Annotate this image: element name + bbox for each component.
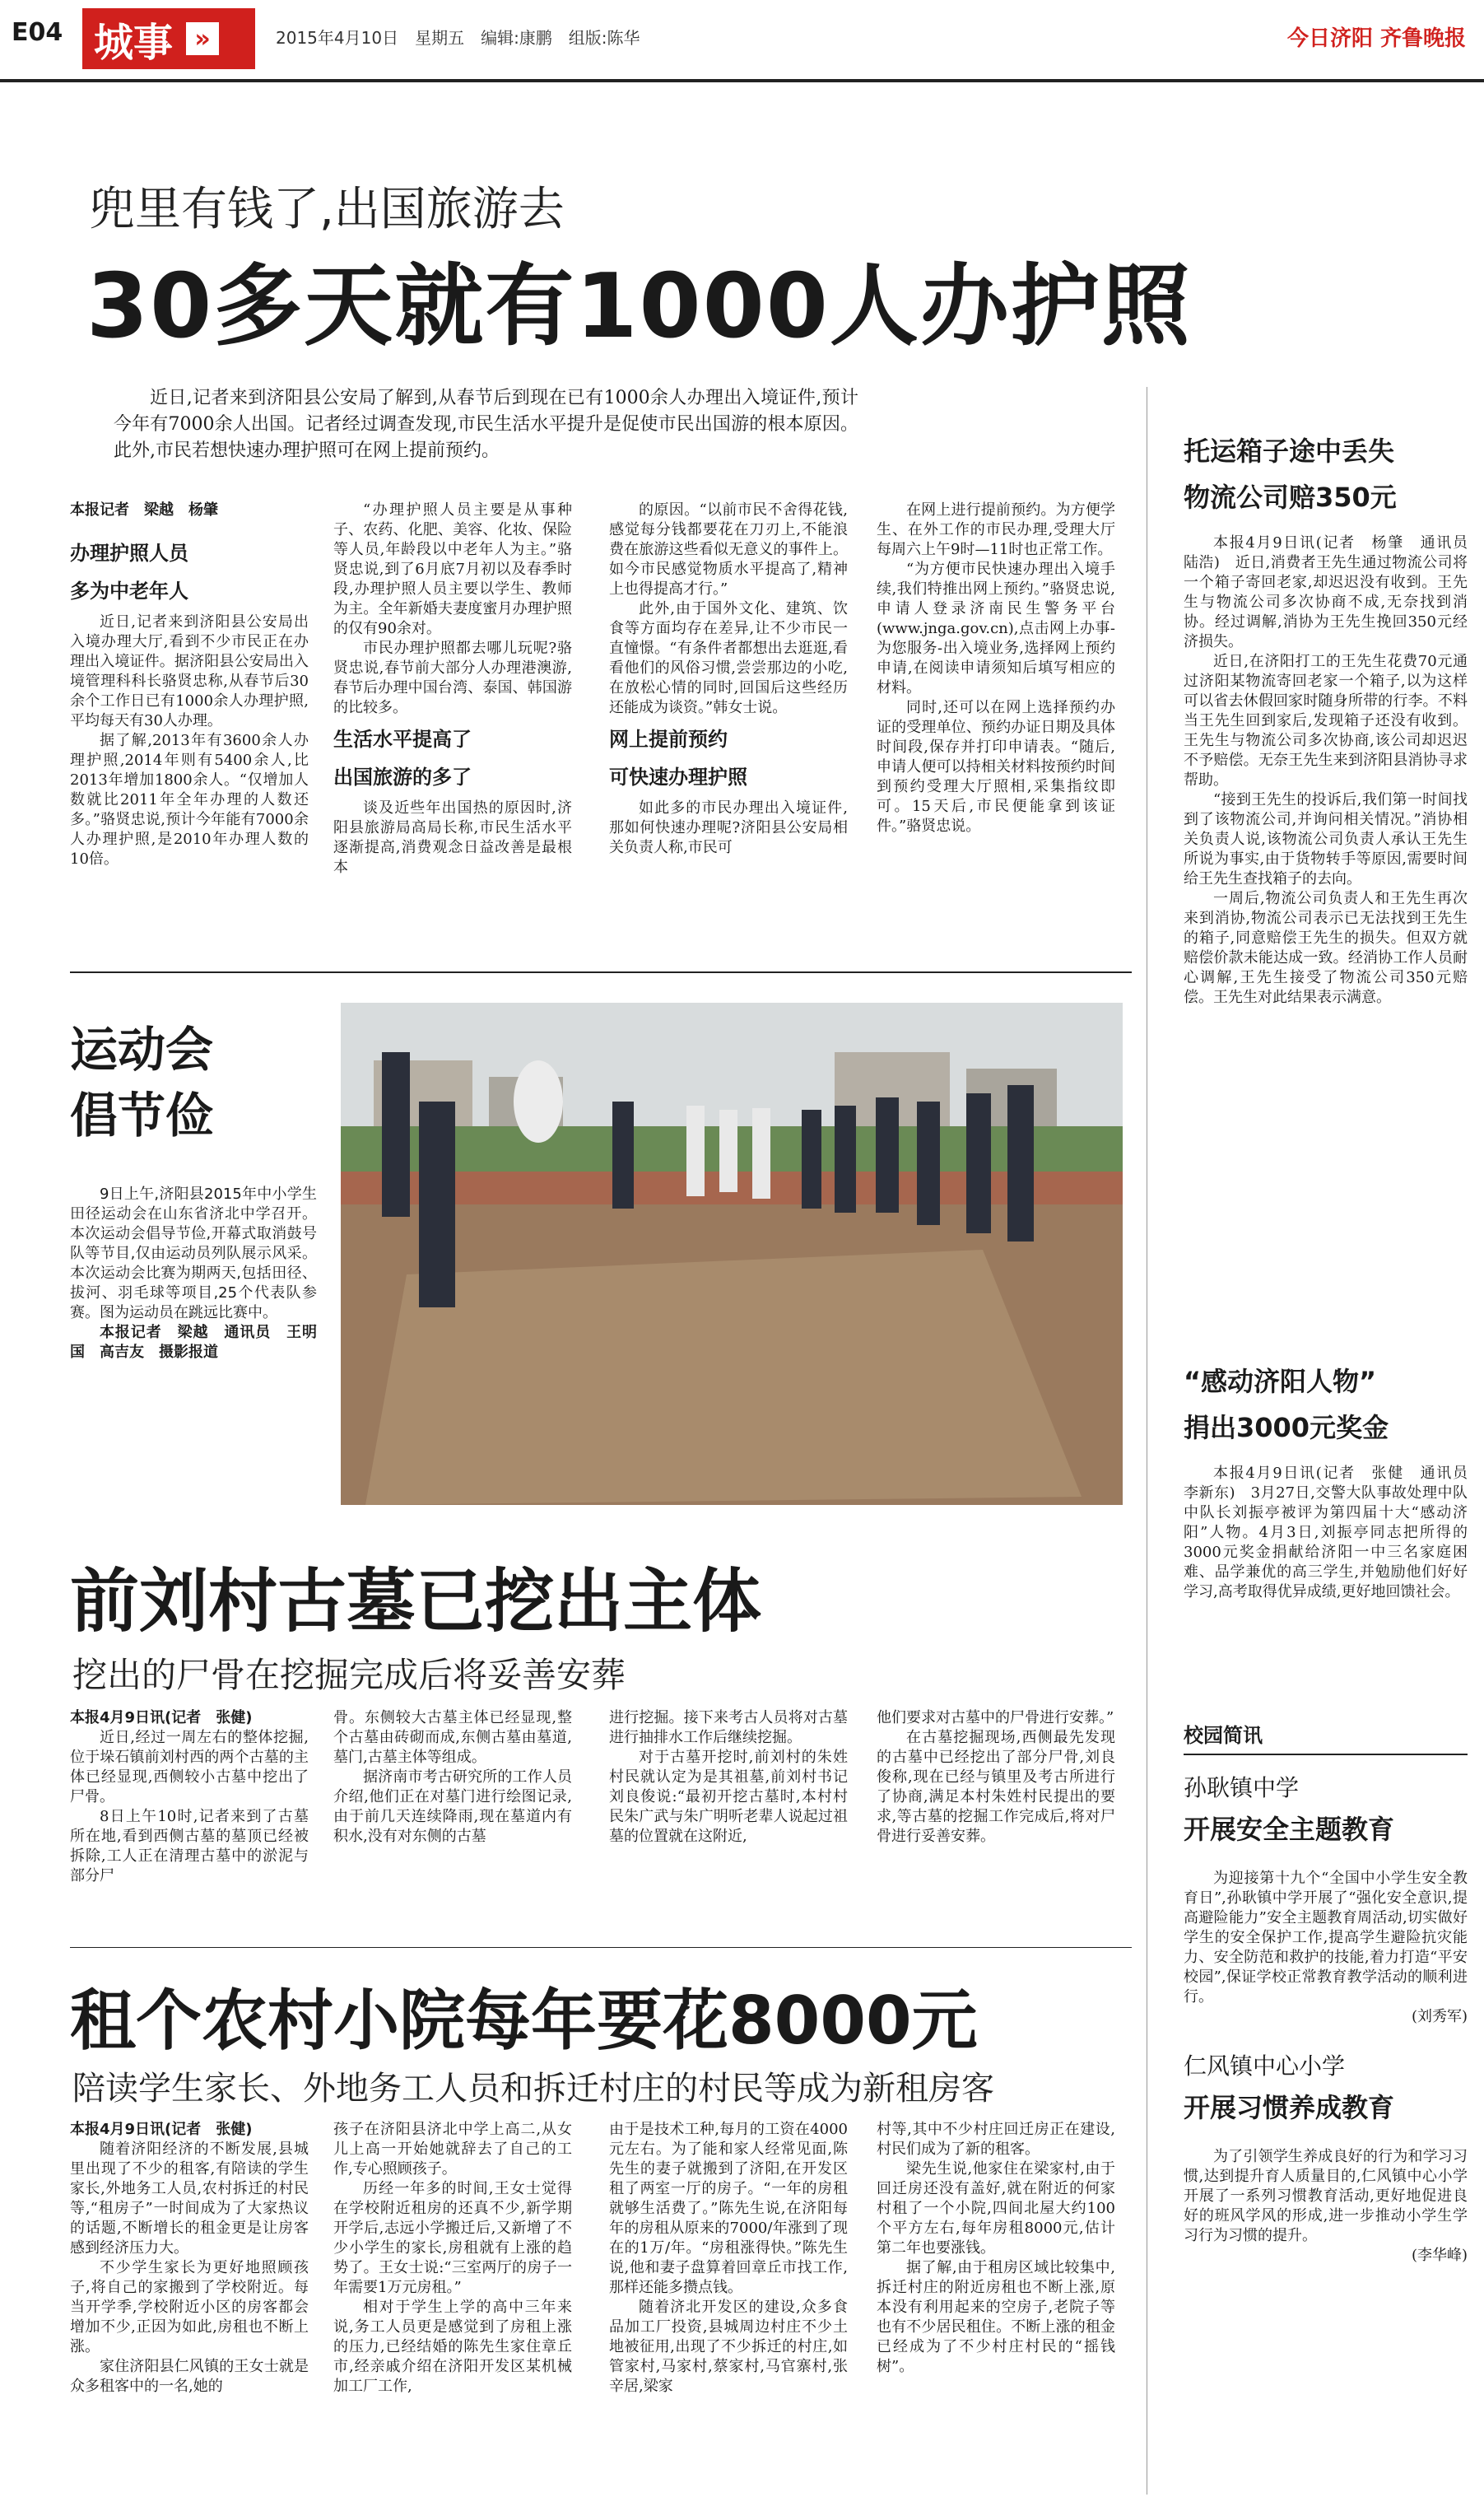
sidebar1 — [1184, 428, 1482, 1358]
rent-headline: 租个农村小院每年要花8000元 — [70, 1982, 978, 2059]
sub3-b: 可快速办理护照 — [609, 766, 747, 789]
tomb-col-3 — [609, 1708, 848, 1931]
sidebar1-title-b: 物流公司赔350元 — [1184, 482, 1397, 513]
paper-name: 今日济阳 齐鲁晚报 — [1286, 26, 1466, 51]
rent-col-2 — [333, 2120, 572, 2499]
long-jump-photo-illustration — [341, 1003, 1123, 1505]
header-rule — [0, 79, 1484, 82]
tomb-c3b: 对于古墓开挖时,前刘村的朱姓村民就认定为是其祖墓,前刘村书记刘良俊说:“最初开挖古墓时,本村村民朱广武与朱广明听老辈人说起过祖墓的位置就在这附近, — [609, 1749, 848, 1845]
rent-byline: 本报4月9日讯(记者 张健) — [70, 2121, 253, 2138]
rent-c4b: 梁先生说,他家住在梁家村,由于回迁房还没有盖好,就在附近的何家村租了一个小院,四间北屋大约100个平方左右,每年房租8000元,估计第二年也要涨钱。 — [877, 2160, 1115, 2257]
col4-p1: 在网上进行提前预约。为方便学生、在外工作的市民办理,受理大厅每周六上午9时—11时也正常工作。 — [877, 501, 1115, 558]
tomb-col-4 — [877, 1708, 1115, 1931]
sub2-b: 出国旅游的多了 — [333, 766, 472, 789]
sports-caption-box — [70, 1017, 317, 1502]
main-col-2 — [333, 501, 572, 945]
rent-c1c: 家住济阳县仁风镇的王女士就是众多租客中的一名,她的 — [70, 2358, 309, 2395]
sub2-a: 生活水平提高了 — [333, 728, 472, 751]
rent-c1: 随着济阳经济的不断发展,县城里出现了不少的租客,有陪读的学生家长,外地务工人员,农村拆迁的村民等,“租房子”一时间成为了大家热议的话题,不断增长的租金更是让房客感到经济压力大。 — [70, 2141, 309, 2257]
campus-item2-school: 仁风镇中心小学 — [1184, 2052, 1346, 2080]
tomb-byline: 本报4月9日讯(记者 张健) — [70, 1709, 253, 1726]
sidebar2-title-b: 捐出3000元奖金 — [1184, 1412, 1389, 1443]
tomb-c1: 近日,经过一周左右的整体挖掘,位于垛石镇前刘村西的两个古墓的主体已经显现,西侧较小古墓中挖出了尸骨。 — [70, 1729, 309, 1805]
rent-c2: 孩子在济阳县济北中学上高二,从女儿上高一开始她就辞去了自己的工作,专心照顾孩子。 — [333, 2121, 572, 2178]
rent-c2b: 历经一年多的时间,王女士觉得在学校附近租房的还真不少,新学期开学后,志远小学搬迁后,又新增了不少小学生的家长,房租就有上涨的趋势了。王女士说:“三室两厅的房子一年需要1万元房租。” — [333, 2180, 572, 2296]
main-headline: 30多天就有1000人办护照 — [86, 255, 1192, 358]
sidebar1-p3: “接到王先生的投诉后,我们第一时间找到了该物流公司,并询问相关情况。”消协相关负责人说,该物流公司负责人承认王先生所说为事实,由于货物转手等原因,需要时间给王先生查找箱子的去向。 — [1184, 791, 1468, 887]
sidebar1-p2: 近日,在济阳打工的王先生花费70元通过济阳某物流寄回老家一个箱子,以为这样可以省去休假回家时随身所带的行李。不料当王先生回到家后,发现箱子还没有收到。王先生与物流公司多次协商,该公司却迟迟不予赔偿。无奈王先生来到济阳县消协寻求帮助。 — [1184, 653, 1468, 789]
campus-item1-body: 为迎接第十九个“全国中小学生安全教育日”,孙耿镇中学开展了“强化安全意识,提高避险能力”安全主题教育周活动,切实做好学生的安全保护工作,提高学生避险抗灾能力、安全防范和救护的技能,着力打造“平安校园”,保证学校正常教育教学活动的顺利进行。 — [1184, 1870, 1468, 2006]
sports-caption: 9日上午,济阳县2015年中小学生田径运动会在山东省济北中学召开。本次运动会倡导节俭,开幕式取消鼓号队等节目,仅由运动员列队展示风采。本次运动会比赛为期两天,包括田径、拔河、羽毛球等项目,25个代表队参赛。图为运动员在跳远比赛中。 — [70, 1186, 317, 1321]
col1-p2: 据了解,2013年有3600余人办理护照,2014年则有5400余人,比2013年增加1800余人。“仅增加人数就比2011年全年办理的人数还多。”骆贤忠说,预计今年能有7000余人办理护照,是2010年办理人数的10倍。 — [70, 732, 309, 868]
sidebar2-p1: 本报4月9日讯(记者 张健 通讯员 李新东) 3月27日,交警大队事故处理中队中队长刘振亭被评为第四届十大“感动济阳”人物。4月3日,刘振亭同志把所得的3000元奖金捐献给济阳一中三名家庭困难、品学兼优的高三学生,并勉励他们好好学习,高考取得优异成绩,更好地回馈社会。 — [1184, 1465, 1482, 1600]
col2-p3: 谈及近些年出国热的原因时,济阳县旅游局高局长称,市民生活水平逐渐提高,消费观念日益改善是最根本 — [333, 799, 572, 876]
main-byline: 本报记者 梁越 杨肇 — [70, 501, 218, 519]
main-lead: 近日,记者来到济阳县公安局了解到,从春节后到现在已有1000余人办理出入境证件,预计今年有7000余人出国。记者经过调查发现,市民生活水平提升是促使市民出国游的根本原因。此外,市民若想快速办理护照可在网上提前预约。 — [114, 388, 858, 461]
rent-c2c: 相对于学生上学的高中三年来说,务工人员更是感觉到了房租上涨的压力,已经结婚的陈先生家住章丘市,经亲戚介绍在济阳开发区某机械加工厂工作, — [333, 2299, 572, 2395]
sidebar1-p4: 一周后,物流公司负责人和王先生再次来到消协,物流公司表示已无法找到王先生的箱子,同意赔偿王先生的损失。但双方就赔偿价款未能达成一致。经消协工作人员耐心调解,王先生接受了物流公司350元赔偿。王先生对此结果表示满意。 — [1184, 890, 1468, 1006]
campus-item2-title: 开展习惯养成教育 — [1184, 2092, 1395, 2123]
col4-p3: 同时,还可以在网上选择预约办证的受理单位、预约办证日期及具体时间段,保存并打印申请表。“随后,申请人便可以持相关材料按预约时间到预约受理大厅照相,采集指纹即可。15天后,市民便能拿到该证件。”骆贤忠说。 — [877, 699, 1115, 835]
rent-subhead: 陪读学生家长、外地务工人员和拆迁村庄的村民等成为新租房客 — [72, 2070, 994, 2108]
sports-top-rule — [70, 971, 1132, 973]
category-label: 城事 — [94, 19, 174, 66]
sub1-b: 多为中老年人 — [70, 580, 188, 603]
col3-p2: 此外,由于国外文化、建筑、饮食等方面均存在差异,让不少市民一直憧憬。“有条件者都想出去逛逛,看看他们的风俗习惯,尝尝那边的小吃,在放松心情的同时,回国后这些经历还能成为谈资。”韩女士说。 — [609, 600, 848, 716]
main-col-4 — [877, 501, 1115, 945]
sidebar1-title-a: 托运箱子途中丢失 — [1184, 436, 1395, 467]
campus-item2-body: 为了引领学生养成良好的行为和学习习惯,达到提升育人质量目的,仁风镇中心小学开展了一系列习惯教育活动,更好地促进良好的班风学风的形成,进一步推动小学生学习行为习惯的提升。 — [1184, 2148, 1468, 2244]
sports-title-b: 倡节俭 — [70, 1088, 214, 1144]
rent-top-rule — [70, 1947, 1132, 1948]
sidebar1-p1: 本报4月9日讯(记者 杨肇 通讯员 陆浩) 近日,消费者王先生通过物流公司将一个箱子寄回老家,却迟迟没有收到。王先生与物流公司多次协商不成,无奈找到消协。经过调解,消协为王先生挽回350元经济损失。 — [1184, 534, 1482, 650]
tomb-c3: 进行挖掘。接下来考古人员将对古墓进行抽排水工作后继续挖掘。 — [609, 1709, 848, 1746]
rent-col-1 — [70, 2120, 309, 2499]
col2-p1: “办理护照人员主要是从事种子、农药、化肥、美容、化妆、保险等人员,年龄段以中老年人为主。”骆贤忠说,到了6月底7月初以及春季时段,办理护照人员主要以学生、教师为主。全年新婚夫妻度蜜月办理护照的仅有90余对。 — [333, 501, 572, 637]
col3-p3: 如此多的市民办理出入境证件,那如何快速办理呢?济阳县公安局相关负责人称,市民可 — [609, 799, 848, 856]
tomb-col-2 — [333, 1708, 572, 1931]
tomb-c4: 他们要求对古墓中的尸骨进行安葬。” — [877, 1709, 1114, 1726]
col4-p2: “为方便市民快速办理出入境手续,我们特推出网上预约。”骆贤忠说,申请人登录济南民生警务平台(www.jnga.gov.cn),点击网上办事-为您服务-出入境业务,选择网上预约申请,在阅读申请须知后填写相应的材料。 — [877, 561, 1115, 696]
main-col-1 — [70, 501, 309, 945]
tomb-c2b: 据济南市考古研究所的工作人员介绍,他们正在对墓门进行绘图记录,由于前几天连续降雨,现在墓道内有积水,没有对东侧的古墓 — [333, 1768, 572, 1845]
sports-photo — [341, 1003, 1123, 1505]
col2-p2: 市民办理护照都去哪儿玩呢?骆贤忠说,春节前大部分人办理港澳游,春节后办理中国台湾、泰国、韩国游的比较多。 — [333, 640, 572, 716]
tomb-headline: 前刘村古墓已挖出主体 — [70, 1561, 762, 1642]
tomb-c2: 骨。东侧较大古墓主体已经显现,整个古墓由砖砌而成,东侧古墓由墓道,墓门,古墓主体等组成。 — [333, 1709, 572, 1766]
tomb-c4b: 在古墓挖掘现场,西侧最先发现的古墓中已经挖出了部分尸骨,刘良俊称,现在已经与镇里及考古所进行了协商,满足本村朱姓村民提出的要求,等古墓的挖掘工作完成后,将对尸骨进行妥善安葬。 — [877, 1729, 1115, 1845]
campus-item1-author: (刘秀军) — [1411, 2008, 1468, 2025]
sports-credit: 本报记者 梁越 通讯员 王明国 高吉友 摄影报道 — [70, 1324, 317, 1361]
rent-c4c: 据了解,由于租房区域比较集中,拆迁村庄的附近房租也不断上涨,原本没有利用起来的空房子,老院子等也有不少居民租住。不断上涨的租金已经成为了不少村庄村民的“摇钱树”。 — [877, 2259, 1115, 2375]
campus-item1-title: 开展安全主题教育 — [1184, 1814, 1395, 1845]
sidebar2 — [1184, 1358, 1482, 1721]
issue-meta: 2015年4月10日 星期五 编辑:康鹏 组版:陈华 — [276, 28, 640, 48]
sub1-a: 办理护照人员 — [70, 542, 188, 565]
rent-col-4 — [877, 2120, 1115, 2499]
main-kicker: 兜里有钱了,出国旅游去 — [89, 183, 565, 236]
tomb-col-1 — [70, 1708, 309, 1931]
sports-title-a: 运动会 — [70, 1022, 214, 1078]
col3-p1: 的原因。“以前市民不舍得花钱,感觉每分钱都要花在刀刃上,不能浪费在旅游这些看似无意义的事件上。如今市民感觉物质水平提高了,精神上也得提高才行。” — [609, 501, 848, 598]
sidebar2-title-a: “感动济阳人物” — [1184, 1366, 1377, 1397]
campus-item2-author: (李华峰) — [1411, 2247, 1468, 2264]
page-number: E04 — [12, 18, 63, 47]
campus-briefs — [1184, 1721, 1468, 2495]
main-col-3 — [609, 501, 848, 945]
sub3-a: 网上提前预约 — [609, 728, 728, 751]
chevron-right-icon: » — [186, 22, 219, 55]
rent-col-3 — [609, 2120, 848, 2499]
rent-c3b: 随着济北开发区的建设,众多食品加工厂投资,县城周边村庄不少土地被征用,出现了不少拆迁的村庄,如管家村,马家村,蔡家村,马官寨村,张辛居,梁家 — [609, 2299, 848, 2395]
tomb-subhead: 挖出的尸骨在挖掘完成后将妥善安葬 — [72, 1655, 626, 1695]
rent-c1b: 不少学生家长为更好地照顾孩子,将自己的家搬到了学校附近。每当开学季,学校附近小区的房客都会增加不少,正因为如此,房租也不断上涨。 — [70, 2259, 309, 2355]
tomb-c1b: 8日上午10时,记者来到了古墓所在地,看到西侧古墓的墓顶已经被拆除,工人正在清理古墓中的淤泥与部分尸 — [70, 1808, 309, 1884]
col1-p1: 近日,记者来到济阳县公安局出入境办理大厅,看到不少市民正在办理出入境证件。据济阳县公安局出入境管理科科长骆贤忠称,从春节后30余个工作日已有1000余人办理护照,平均每天有30人办理。 — [70, 613, 309, 729]
rent-c4: 村等,其中不少村庄回迁房正在建设,村民们成为了新的租客。 — [877, 2121, 1115, 2158]
section-category — [82, 8, 255, 69]
rent-c3: 由于是技术工种,每月的工资在4000元左右。为了能和家人经常见面,陈先生的妻子就搬到了济阳,在开发区租了两室一厅的房子。“一年的房租就够生活费了。”陈先生说,在济阳每年的房租从原来的7000/年涨到了现在的1万/年。“房租涨得快。”陈先生说,他和妻子盘算着回章丘市找工作,那样还能多攒点钱。 — [609, 2121, 848, 2296]
campus-item1-school: 孙耿镇中学 — [1184, 1774, 1300, 1801]
campus-label: 校园简讯 — [1184, 1721, 1468, 1755]
